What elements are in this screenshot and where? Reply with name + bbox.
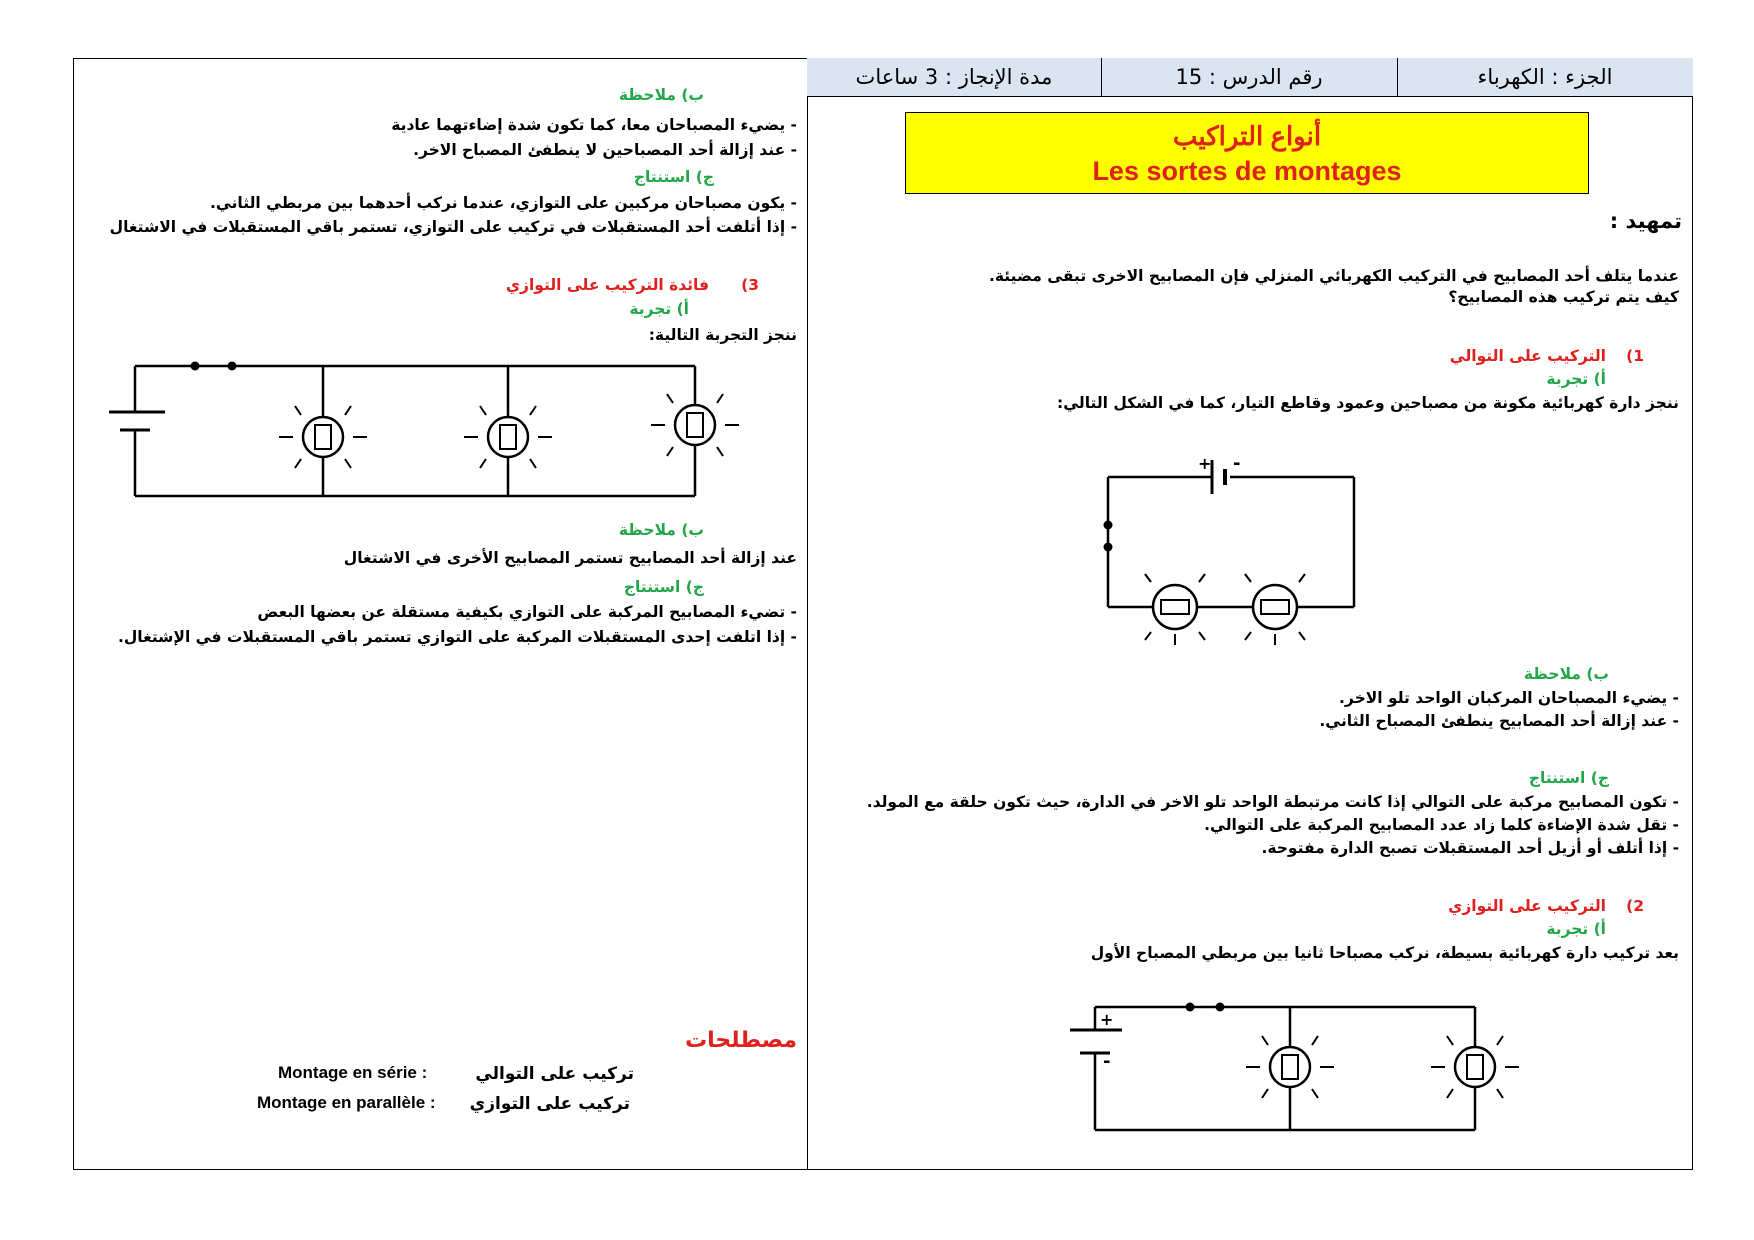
section-1-title: التركيب على التوالي (1449, 347, 1606, 365)
intro-heading: تمهيد : (1609, 209, 1682, 233)
left-b: ب) ملاحظة (618, 86, 704, 104)
section-1-conclusion-3: - إذا أتلف أو أزيل أحد المستقبلات تصبح الدارة مفتوحة. (1261, 839, 1679, 857)
section-3-conclusion-1: - تضيء المصابيح المركبة على التوازي بكيفية مستقلة عن بعضها البعض (257, 603, 797, 621)
left-conclusion-1: - يكون مصباحان مركبين على التوازي، عندما نركب أحدهما بين مربطي الثاني. (210, 194, 797, 212)
term-2-arabic: تركيب على التوازي (469, 1094, 630, 1114)
section-2-experiment: بعد تركيب دارة كهربائية بسيطة، نركب مصباحا ثانيا بين مربطي المصباح الأول (1090, 944, 1679, 962)
section-2-title: التركيب على التوازي (1448, 897, 1606, 915)
series-minus-label: - (1233, 453, 1241, 474)
parallel2-minus-label: - (1103, 1051, 1111, 1072)
section-1-conclusion-2: - تقل شدة الإضاءة كلما زاد عدد المصابيح المركبة على التوالي. (1204, 816, 1679, 834)
lesson-title-box (905, 112, 1589, 194)
section-1-conclusion-1: - تكون المصابيح مركبة على التوالي إذا كانت مرتبطة الواحد تلو الاخر في الدارة، حيث تكون حلقة مع المولد. (866, 793, 1679, 811)
section-3-b: ب) ملاحظة (618, 521, 704, 539)
section-3-a: أ) تجربة (629, 300, 689, 318)
intro-line-2: كيف يتم تركيب هذه المصابيح؟ (1448, 288, 1679, 306)
section-1-observation-1: - يضيء المصباحان المركبان الواحد تلو الاخر. (1339, 689, 1679, 707)
section-3-c: ج) استنتاج (623, 578, 704, 596)
section-1-a: أ) تجربة (1546, 370, 1606, 388)
section-2-number: 2) (1626, 897, 1644, 915)
series-lamp-2 (1245, 574, 1305, 645)
left-conclusion-2: - إذا أتلفت أحد المستقبلات في تركيب على التوازي، تستمر باقي المستقبلات في الاشتغال (109, 218, 797, 236)
parallel-circuit-three-lamps (105, 360, 745, 500)
section-2-a: أ) تجربة (1546, 920, 1606, 938)
section-1-observation-2: - عند إزالة أحد المصابيح ينطفئ المصباح الثاني. (1319, 712, 1679, 730)
section-1-c: ج) استنتاج (1528, 769, 1609, 787)
term-1-french: Montage en série : (278, 1063, 428, 1082)
parallel2-plus-label: + (1100, 1010, 1114, 1029)
term-1-arabic: تركيب على التوالي (475, 1064, 634, 1084)
header-lesson: رقم الدرس : 15 (1175, 65, 1323, 89)
section-3-observation: عند إزالة أحد المصابيح تستمر المصابيح الأخرى في الاشتغال (343, 549, 797, 567)
section-3-conclusion-2: - إذا اتلفت إحدى المستقبلات المركبة على التوازي تستمر باقي المستقبلات في الإشتغال. (117, 628, 797, 646)
column-divider (807, 58, 808, 1170)
section-3-title: فائدة التركيب على التوازي (505, 276, 709, 294)
section-1-experiment: ننجز دارة كهربائية مكونة من مصباحين وعمود وقاطع التيار، كما في الشكل التالي: (1057, 394, 1679, 412)
title-french: Les sortes de montages (1092, 156, 1402, 186)
term-2-french: Montage en parallèle : (257, 1093, 436, 1112)
left-observation-2: - عند إزالة أحد المصباحين لا ينطفئ المصباح الاخر. (413, 141, 797, 159)
intro-line-1: عندما يتلف أحد المصابيح في التركيب الكهربائي المنزلي فإن المصابيح الاخرى تبقى مضيئة. (989, 267, 1679, 285)
section-3-experiment: ننجز التجربة التالية: (648, 326, 797, 344)
header-part: الجزء : الكهرباء (1477, 65, 1613, 89)
parallel-circuit-two-lamps (1070, 995, 1540, 1150)
series-circuit (1100, 455, 1360, 655)
series-lamp-1 (1145, 574, 1205, 645)
section-1-b: ب) ملاحظة (1523, 665, 1609, 683)
section-1-number: 1) (1626, 347, 1644, 365)
series-plus-label: + (1198, 454, 1212, 473)
header-duration: مدة الإنجاز : 3 ساعات (855, 65, 1053, 89)
left-c: ج) استنتاج (633, 168, 714, 186)
title-arabic: أنواع التراكيب (1172, 121, 1322, 151)
terms-heading: مصطلحات (685, 1028, 797, 1053)
left-observation-1: - يضيء المصباحان معا، كما تكون شدة إضاءتهما عادية (391, 116, 797, 134)
section-3-number: 3) (741, 276, 759, 294)
